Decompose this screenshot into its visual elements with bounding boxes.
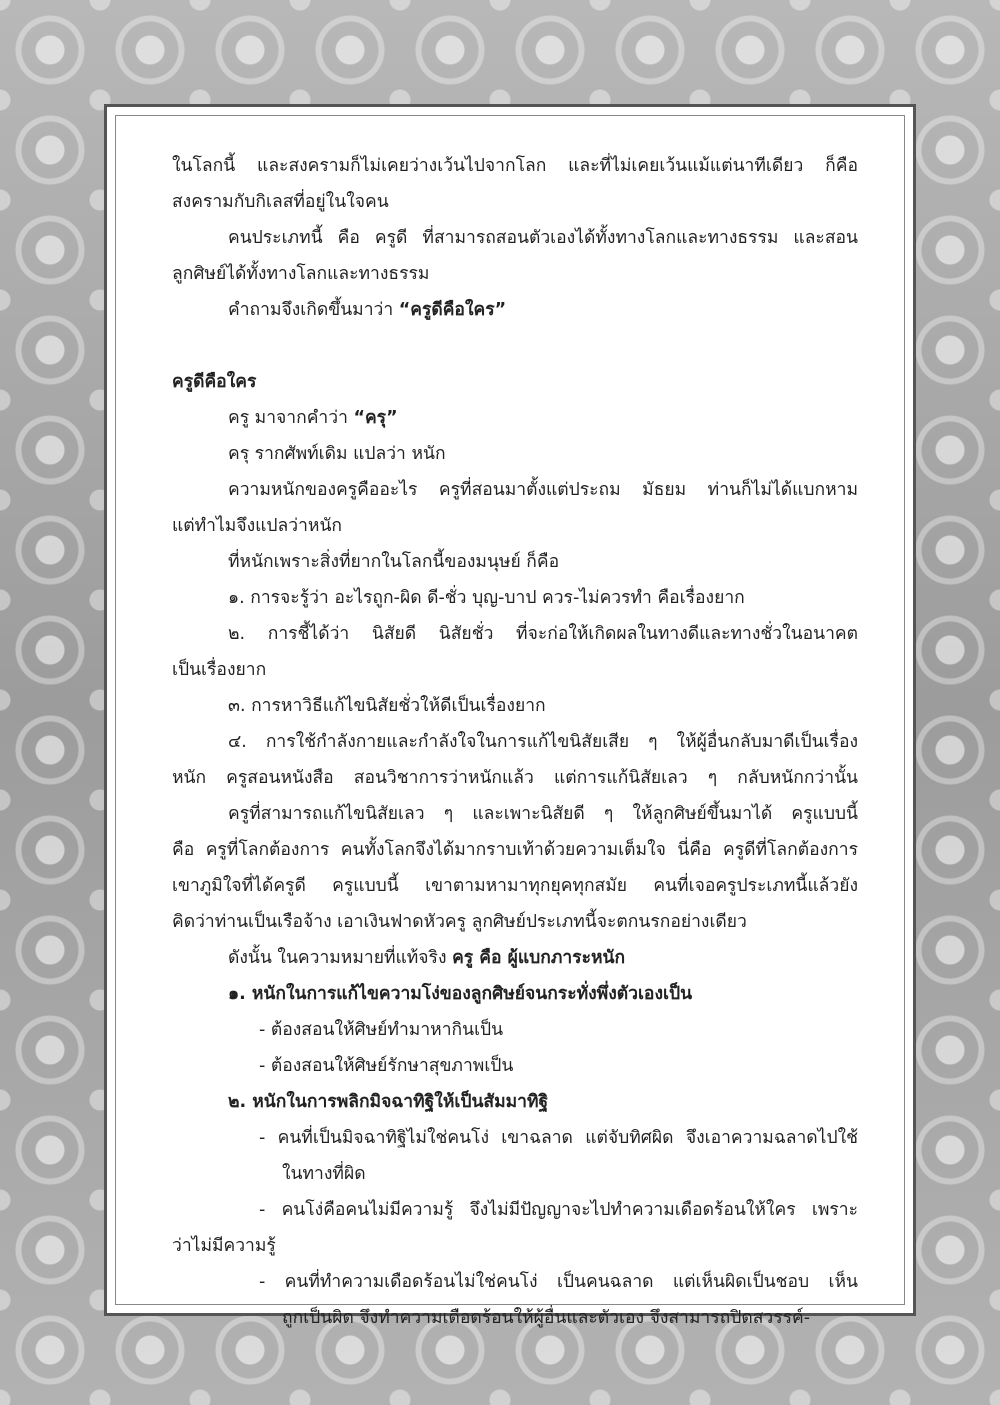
conclusion-text: ดังนั้น ในความหมายที่แท้จริง xyxy=(228,948,453,968)
meaning-bold: “ครุ” xyxy=(353,408,398,428)
meaning-line: แต่ทำไมจึงแปลว่าหนัก xyxy=(172,516,343,536)
difficult-item: ๓. การหาวิธีแก้ไขนิสัยชั่วให้ดีเป็นเรื่องยาก xyxy=(228,696,546,716)
difficult-item: ๑. การจะรู้ว่า อะไรถูก-ผิด ดี-ชั่ว บุญ-บาป ควร-ไม่ควรทำ คือเรื่องยาก xyxy=(228,588,745,608)
ideal-line: คือ ครูที่โลกต้องการ คนทั้งโลกจึงได้มากราบเท้าด้วยความเต็มใจ นี่คือ ครูดีที่โลกต้องการ xyxy=(172,840,858,860)
burden-item: - คนที่ทำความเดือดร้อนไม่ใช่คนโง่ เป็นคนฉลาด แต่เห็นผิดเป็นชอบ เห็น xyxy=(259,1272,858,1292)
ideal-line: คิดว่าท่านเป็นเรือจ้าง เอาเงินฟาดหัวครู ลูกศิษย์ประเภทนี้จะตกนรกอย่างเดียว xyxy=(172,912,747,932)
burden-title: ๒. หนักในการพลิกมิจฉาทิฐิให้เป็นสัมมาทิฐิ xyxy=(228,1092,549,1112)
section-heading: ครูดีคือใคร xyxy=(172,372,257,392)
ideal-line: ครูที่สามารถแก้ไขนิสัยเลว ๆ และเพาะนิสัยดี ๆ ให้ลูกศิษย์ขึ้นมาได้ ครูแบบนี้ xyxy=(228,804,858,824)
burden-item: ว่าไม่มีความรู้ xyxy=(172,1236,276,1256)
burden-item: - คนที่เป็นมิจฉาทิฐิไม่ใช่คนโง่ เขาฉลาด แต่จับทิศผิด จึงเอาความฉลาดไปใช้ xyxy=(259,1128,858,1148)
paragraph-line: ลูกศิษย์ได้ทั้งทางโลกและทางธรรม xyxy=(172,264,430,284)
burden-item: - คนโง่คือคนไม่มีความรู้ จึงไม่มีปัญญาจะไปทำความเดือดร้อนให้ใคร เพราะ xyxy=(259,1200,858,1220)
question-line xyxy=(172,292,858,328)
document-body xyxy=(172,148,858,1336)
difficult-item: เป็นเรื่องยาก xyxy=(172,660,267,680)
difficult-item: ๔. การใช้กำลังกายและกำลังใจในการแก้ไขนิสัยเสีย ๆ ให้ผู้อื่นกลับมาดีเป็นเรื่อง xyxy=(228,732,858,752)
burden-item: - ต้องสอนให้ศิษย์ทำมาหากินเป็น xyxy=(259,1020,504,1040)
question-bold: “ครูดีคือใคร” xyxy=(398,300,507,320)
question-text: คำถามจึงเกิดขึ้นมาว่า xyxy=(228,300,399,320)
ideal-line: เขาภูมิใจที่ได้ครูดี ครูแบบนี้ เขาตามหามาทุกยุคทุกสมัย คนที่เจอครูประเภทนี้แล้วยัง xyxy=(172,876,858,896)
meaning-line: ความหนักของครูคืออะไร ครูที่สอนมาตั้งแต่ประถม มัธยม ท่านก็ไม่ได้แบกหาม xyxy=(228,480,858,500)
paragraph-line: คนประเภทนี้ คือ ครูดี ที่สามารถสอนตัวเองได้ทั้งทางโลกและทางธรรม และสอน xyxy=(228,228,858,248)
conclusion-line xyxy=(172,940,858,976)
difficult-item: หนัก ครูสอนหนังสือ สอนวิชาการว่าหนักแล้ว แต่การแก้นิสัยเลว ๆ กลับหนักกว่านั้น xyxy=(172,768,858,788)
meaning-line xyxy=(172,400,858,436)
burden-item: ถูกเป็นผิด จึงทำความเดือดร้อนให้ผู้อื่นและตัวเอง จึงสามารถปิดสวรรค์- xyxy=(282,1308,811,1328)
paragraph-line: สงครามกับกิเลสที่อยู่ในใจคน xyxy=(172,192,389,212)
difficult-item: ๒. การชี้ได้ว่า นิสัยดี นิสัยชั่ว ที่จะก่อให้เกิดผลในทางดีและทางชั่วในอนาคต xyxy=(228,624,858,644)
paragraph-line: ในโลกนี้ และสงครามก็ไม่เคยว่างเว้นไปจากโลก และที่ไม่เคยเว้นแม้แต่นาทีเดียว ก็คือ xyxy=(172,156,858,176)
conclusion-bold: ครู คือ ผู้แบกภาระหนัก xyxy=(452,948,626,968)
burden-title: ๑. หนักในการแก้ไขความโง่ของลูกศิษย์จนกระทั่งพึ่งตัวเองเป็น xyxy=(228,984,693,1004)
meaning-text: ครู มาจากคำว่า xyxy=(228,408,354,428)
meaning-line: ที่หนักเพราะสิ่งที่ยากในโลกนี้ของมนุษย์ ก็คือ xyxy=(228,552,560,572)
meaning-line: ครุ รากศัพท์เดิม แปลว่า หนัก xyxy=(228,444,446,464)
burden-item: ในทางที่ผิด xyxy=(282,1164,366,1184)
burden-item: - ต้องสอนให้ศิษย์รักษาสุขภาพเป็น xyxy=(259,1056,514,1076)
